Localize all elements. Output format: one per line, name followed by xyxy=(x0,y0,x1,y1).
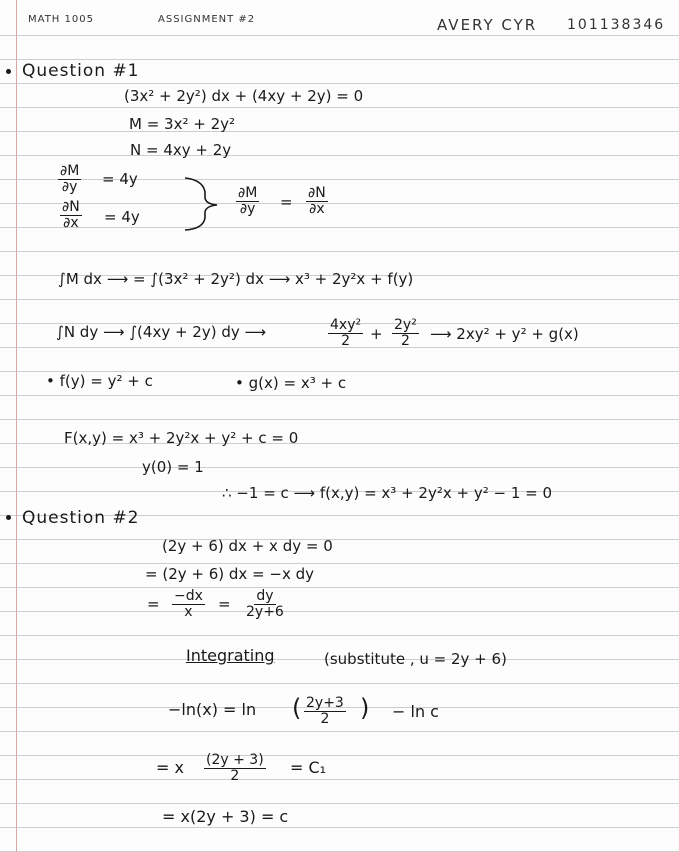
student-id: 101138346 xyxy=(567,17,666,33)
student-name: AVERY CYR xyxy=(437,16,538,34)
question-1-title: Question #1 xyxy=(22,61,140,81)
q2-log-lhs: −ln(x) = ln xyxy=(168,700,257,719)
q2-equation-a-lead: = x xyxy=(156,758,184,777)
q1-conclusion-dn-dx: $\frac{\partial N}{\partial x}$ xyxy=(308,185,326,218)
q1-n-definition: N = 4xy + 2y xyxy=(130,141,232,159)
q1-initial-condition: y(0) = 1 xyxy=(142,458,204,476)
q1-integral-n-plus: + xyxy=(370,325,383,343)
q1-dn-dx-fraction: $\frac{\partial N}{\partial x}$ xyxy=(62,199,80,232)
right-brace-icon xyxy=(183,176,225,232)
q1-conclusion-equals: = xyxy=(280,193,293,211)
q1-m-definition: M = 3x² + 2y² xyxy=(129,115,236,133)
q2-equation-a-fraction: $\frac{(2y + 3)}{2}$ xyxy=(206,752,264,785)
q1-integral-m: ∫M dx ⟶ = ∫(3x² + 2y²) dx ⟶ x³ + 2y²x + f(y) xyxy=(58,270,414,288)
q1-equation: (3x² + 2y²) dx + (4xy + 2y) = 0 xyxy=(124,87,364,105)
q1-integral-n-fraction-1: $\frac{\text{4xy²}}{2}$ xyxy=(330,317,362,350)
q1-f-of-y: • f(y) = y² + c xyxy=(46,372,153,390)
q2-equation-b: = x(2y + 3) = c xyxy=(162,807,289,826)
q1-particular-solution: ∴ −1 = c ⟶ f(x,y) = x³ + 2y²x + y² − 1 = 0 xyxy=(222,484,553,502)
q2-substitution-note: (substitute , u = 2y + 6) xyxy=(324,650,507,668)
q2-integrating-label: Integrating xyxy=(186,646,275,665)
q1-conclusion-dm-dy: $\frac{\partial M}{\partial y}$ xyxy=(238,185,258,218)
q2-line-3-mid-equals: = xyxy=(218,595,231,613)
bullet-icon xyxy=(6,515,11,520)
q1-integral-n-tail: ⟶ 2xy² + y² + g(x) xyxy=(430,325,579,343)
margin-line xyxy=(16,0,17,852)
q1-integral-n-lead: ∫N dy ⟶ ∫(4xy + 2y) dy ⟶ xyxy=(56,323,267,341)
q1-dn-dx-value: = 4y xyxy=(104,208,140,226)
q2-line-3-right-fraction: $\frac{dy}{2y+6}$ xyxy=(246,588,284,621)
q2-line-1: (2y + 6) dx + x dy = 0 xyxy=(162,537,333,555)
q2-line-3-left-fraction: $\frac{-dx}{x}$ xyxy=(174,588,203,621)
q1-general-solution: F(x,y) = x³ + 2y²x + y² + c = 0 xyxy=(64,429,299,447)
q2-line-2: = (2y + 6) dx = −x dy xyxy=(145,565,314,583)
bullet-icon xyxy=(6,69,11,74)
q1-dm-dy-fraction: $\frac{\partial M}{\partial y}$ xyxy=(60,163,80,196)
q2-log-rhs: − ln c xyxy=(392,702,439,721)
q2-log-open-paren: ( xyxy=(292,694,302,722)
q1-dm-dy-value: = 4y xyxy=(102,170,138,188)
q1-g-of-x: • g(x) = x³ + c xyxy=(235,374,347,392)
q2-log-close-paren: ) xyxy=(360,694,370,722)
course-label: MATH 1005 xyxy=(28,14,94,25)
q2-log-fraction: $\frac{2y+3}{2}$ xyxy=(306,695,344,728)
assignment-label: ASSIGNMENT #2 xyxy=(158,14,256,25)
q2-line-3-equals: = xyxy=(147,595,160,613)
q2-equation-a-tail: = C₁ xyxy=(290,758,327,777)
question-2-title: Question #2 xyxy=(22,508,140,528)
q1-integral-n-fraction-2: $\frac{\text{2y²}}{2}$ xyxy=(394,317,417,350)
